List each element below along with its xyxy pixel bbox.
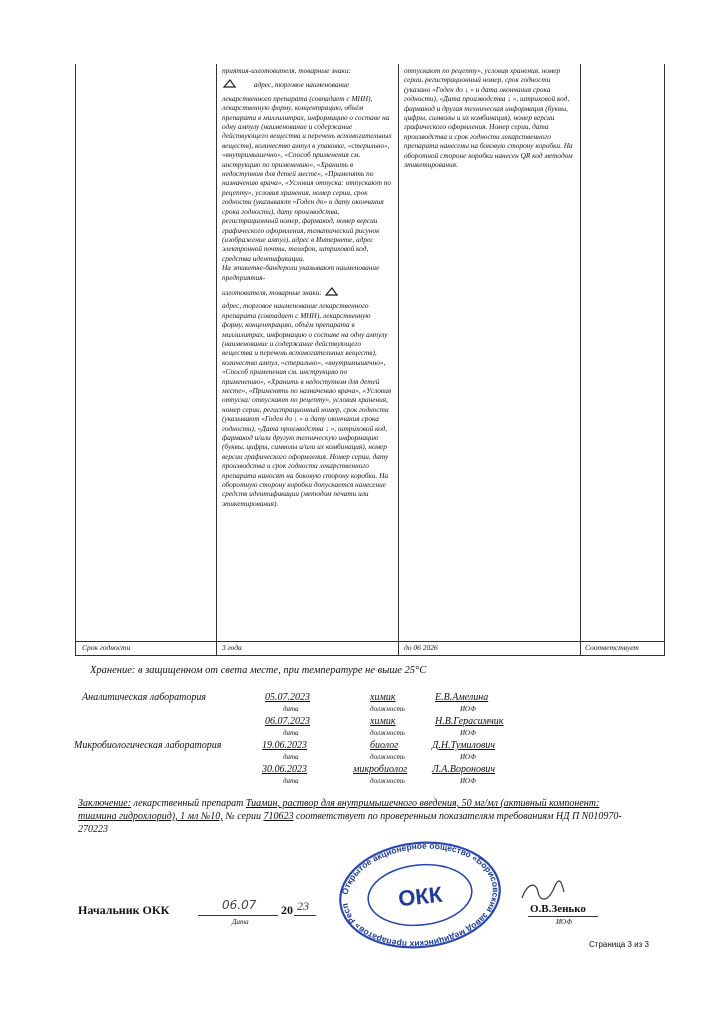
trademark-logo-icon (222, 77, 252, 93)
caption-date: дата (283, 705, 299, 713)
conclusion (78, 797, 638, 836)
conclusion-text: лекарственный препарат (133, 798, 244, 809)
sign-date: 30.06.2023 (262, 764, 307, 775)
trademark-logo-icon (324, 285, 354, 301)
caption-fio: ИОФ (460, 753, 476, 761)
company-stamp (335, 840, 505, 950)
paragraph: На этикетке-бандероли указывают наименование предприятия- (222, 263, 380, 282)
sign-fio: Л.А.Воронович (432, 764, 496, 775)
date-line (198, 915, 278, 916)
year-suffix: 23 (297, 899, 309, 913)
paragraph: адрес, торговое наименование лекарственного препарата (совпадает с МНН), лекарственную форму, концентрацию, объём препарата в миллилитрах, информацию о составе на одну ампулу (наименование и содержание действующего вещества и перечень вспомогательных веществ), количество ампул, «стерильно», «внутримышечно», «Способ применения см. инструкцию по применению», «Хранить в недоступном для детей месте», «Применять по назначению врача», «Условия отпуска: отпускают по рецепту», условия хранения, номер серии, регистрационный номер, срок годности (указывают «Годен до ↓ » и дату окончания срока годности), «Дата производства ↓ », штриховой код, фармакод и/или другую техническую информацию (буквы, цифры, символы и/или их комбинация), номер версии графического оформления. Номер серии, дату производства и срок годности лекарственного препарата наносят на боковую сторону коробки. На оборотную сторону коробки допускается нанесение средств идентификации (методом печати или этикетирования). (222, 301, 392, 508)
paragraph: адрес, торговое наименование лекарственного препарата (совпадает с МНН), лекарственную форму, концентрацию, объём препарата в миллилитрах, информацию о составе на одну ампулу (наименование и содержание действующего вещества и перечень вспомогательных веществ), количество ампул в упаковке, «стерильно», «внутримышечно», «Способ применения см. инструкцию по применению», «Хранить в недоступном для детей месте», «Применять по назначению врача», «Условия отпуска: отпускают по рецепту», условия хранения, номер серии, срок годности (указывают «Годен до» и дату окончания срока годности), дату производства, регистрационный номер, фармакод, номер версии графического оформления, тематический рисунок (изображение ампул), адрес в Интернете, адрес электронной почты, телефон, штриховой код, средства идентификации. (222, 80, 392, 263)
conclusion-tail: соответствует по проверенным показателям требованиям НД П N010970-270223 (78, 811, 622, 835)
sign-date: 19.06.2023 (262, 740, 307, 751)
caption-fio: ИОФ (556, 918, 572, 926)
conclusion-batch-label: № серии (225, 811, 261, 822)
row-conclusion-shelf-life: Соответствует (585, 643, 639, 652)
table-border-col2 (398, 64, 399, 656)
signer-name: О.В.Зенько (530, 903, 586, 915)
lab-name: Аналитическая лаборатория (82, 692, 206, 703)
conclusion-product: Тиамин, раствор для внутримышечного введения, 50 мг/мл (активный компонент: тиамина гидрохлорид), 1 мл №10, (78, 798, 600, 822)
table-border-col1 (216, 64, 217, 656)
year-prefix: 20 (281, 903, 293, 917)
row-name-shelf-life: Срок годности (82, 643, 131, 652)
caption-date: Дата (232, 918, 249, 926)
stamp-center-text: ОКК (396, 881, 444, 912)
page-number: Страница 3 из 3 (589, 940, 649, 949)
table-border-left (75, 64, 76, 656)
caption-fio: ИОФ (460, 705, 476, 713)
year-line (294, 915, 316, 916)
caption-fio: ИОФ (460, 729, 476, 737)
caption-position: должность (370, 729, 405, 737)
date-handwritten: 06.07 (222, 898, 257, 912)
sign-position: химик (370, 692, 396, 703)
paragraph: изготовителя, товарные знаки: (222, 287, 322, 297)
head-title: Начальник ОКК (78, 903, 170, 917)
caption-position: должность (370, 705, 405, 713)
sign-fio: Е.В.Амелина (435, 692, 489, 703)
caption-date: дата (283, 753, 299, 761)
storage-conditions: Хранение: в защищенном от света месте, при температуре не выше 25°C (90, 665, 427, 676)
row-norm-shelf-life: 3 года (222, 643, 242, 652)
sign-position: микробиолог (353, 764, 408, 775)
sign-position: биолог (370, 740, 399, 751)
sign-date: 05.07.2023 (265, 692, 310, 703)
signer-line (528, 916, 598, 917)
caption-position: должность (370, 777, 405, 785)
caption-fio: ИОФ (460, 777, 476, 785)
caption-date: дата (283, 777, 299, 785)
table-cell-requirements (222, 66, 392, 508)
table-border-bottom (75, 655, 665, 656)
sign-fio: Н.В.Герасимчик (435, 716, 504, 727)
conclusion-label: Заключение: (78, 798, 132, 809)
table-cell-results (404, 66, 574, 169)
sign-position: химик (370, 716, 396, 727)
lab-name: Микробиологическая лаборатория (74, 740, 222, 751)
table-row-divider (75, 641, 665, 642)
table-border-col3 (580, 64, 581, 656)
paragraph: отпускают по рецепту», условия хранения, номер серии, регистрационный номер, срок годности (указано «Годен до ↓ » и дата окончания срока годности), «Дата производства ↓ », штриховой код, фармакод и другая техническая информация (буквы, цифры, символы и их комбинация), номер версии графического оформления. Номер серии, дата производства и срок годности лекарственного препарата нанесены на боковую сторону коробки. На оборотной стороне коробки нанесен QR код методом этикетирования. (404, 66, 573, 170)
sign-date: 06.07.2023 (265, 716, 310, 727)
table-border-right (664, 64, 665, 656)
sign-fio: Д.Н.Тумилович (432, 740, 496, 751)
stamp-outer-text: Открытое акционерное общество «Борисовский завод медицинских препаратов» Республика (339, 840, 501, 950)
caption-position: должность (370, 753, 405, 761)
conclusion-batch: 710623 (263, 811, 294, 822)
row-result-shelf-life: до 06 2026 (404, 643, 438, 652)
caption-date: дата (283, 729, 299, 737)
paragraph: приятия-изготовителя, товарные знаки: (222, 66, 351, 75)
